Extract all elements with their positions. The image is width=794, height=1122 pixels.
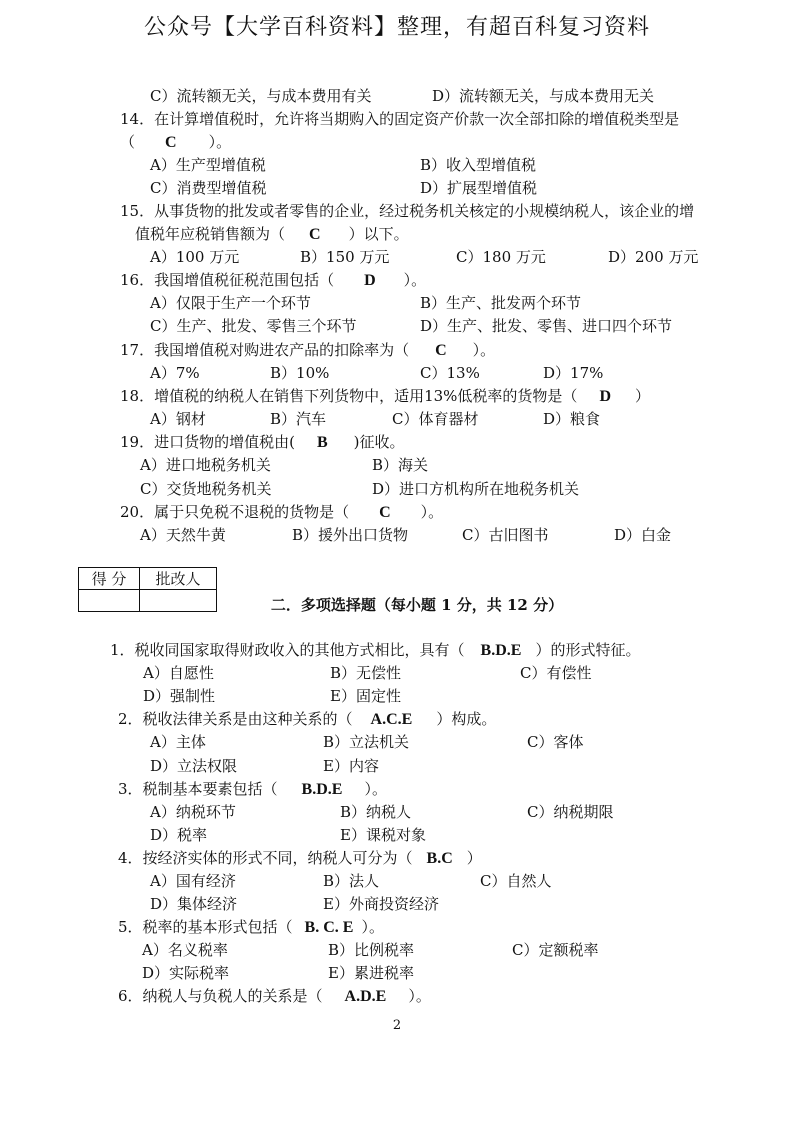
m4-stem-prefix: 4．按经济实体的形式不同，纳税人可分为（ — [118, 849, 413, 867]
m2-option-e: E）内容 — [323, 757, 379, 775]
m2-option-d: D）立法权限 — [150, 757, 238, 775]
m4-answer: B.C — [426, 850, 453, 867]
q14-stem-line2 — [120, 132, 231, 153]
m4-option-c: C）自然人 — [480, 872, 552, 890]
m1-answer: B.D.E — [480, 642, 522, 659]
q18-option-d: D）粮食 — [543, 410, 601, 428]
q17-option-a: A）7% — [150, 364, 200, 382]
q17-stem-suffix: ）。 — [472, 341, 496, 359]
m4-stem-suffix: ） — [466, 849, 482, 867]
m1-option-b: B）无偿性 — [330, 664, 402, 682]
q20-stem-prefix: 20．属于只免税不退税的货物是（ — [120, 503, 350, 521]
q16-stem-suffix: ）。 — [403, 271, 427, 289]
q15-option-c: C）180 万元 — [456, 248, 546, 266]
m6-stem — [118, 986, 431, 1007]
q19-stem — [120, 432, 404, 453]
m4-option-b: B）法人 — [323, 872, 380, 890]
m3-stem — [118, 779, 387, 800]
m5-stem-suffix: ）。 — [361, 918, 384, 936]
m1-option-a: A）自愿性 — [143, 664, 214, 682]
q18-answer: D — [599, 388, 611, 405]
q19-option-a: A）进口地税务机关 — [140, 456, 271, 474]
q17-option-c: C）13% — [420, 364, 480, 382]
m2-answer: A.C.E — [370, 711, 413, 728]
q20-stem-suffix: ）。 — [420, 503, 444, 521]
m3-answer: B.D.E — [301, 781, 343, 798]
q15-answer: C — [309, 226, 321, 243]
q17-stem — [120, 340, 495, 361]
m1-stem-suffix: ）的形式特征。 — [535, 641, 641, 659]
grader-label: 批改人 — [140, 568, 217, 590]
q16-option-c: C）生产、批发、零售三个环节 — [150, 317, 357, 335]
q16-stem — [120, 270, 426, 291]
m2-stem — [118, 709, 496, 730]
q15-option-b: B）150 万元 — [300, 248, 390, 266]
q18-option-b: B）汽车 — [270, 410, 327, 428]
q18-stem-prefix: 18．增值税的纳税人在销售下列货物中，适用13%低税率的货物是（ — [120, 387, 578, 405]
q16-answer: D — [364, 272, 376, 289]
q14-option-b: B）收入型增值税 — [420, 156, 537, 174]
m1-option-d: D）强制性 — [143, 687, 216, 705]
m5-option-a: A）名义税率 — [142, 941, 228, 959]
q16-stem-prefix: 16．我国增值税征税范围包括（ — [120, 271, 335, 289]
q15-stem-suffix: ）以下。 — [348, 225, 409, 243]
q20-option-c: C）古旧图书 — [462, 526, 549, 544]
m5-stem-prefix: 5．税率的基本形式包括（ — [118, 918, 293, 936]
q15-stem-line1: 15．从事货物的批发或者零售的企业，经过税务机关核定的小规模纳税人，该企业的增 — [120, 202, 695, 220]
q19-answer: B — [316, 434, 328, 451]
q16-option-d: D）生产、批发、零售、进口四个环节 — [420, 317, 673, 335]
q15-stem-prefix: 值税年应税销售额为（ — [135, 225, 286, 243]
m4-option-e: E）外商投资经济 — [323, 895, 439, 913]
q20-stem — [120, 502, 443, 523]
q18-option-c: C）体育器材 — [392, 410, 479, 428]
q14-close-paren: ）。 — [208, 133, 232, 151]
m3-option-e: E）课税对象 — [340, 826, 426, 844]
q17-stem-prefix: 17．我国增值税对购进农产品的扣除率为（ — [120, 341, 410, 359]
m6-answer: A.D.E — [344, 988, 387, 1005]
m3-stem-suffix: ）。 — [364, 780, 387, 798]
q19-stem-suffix: )征收。 — [353, 433, 405, 451]
q19-stem-prefix: 19．进口货物的增值税由( — [120, 433, 295, 451]
m2-option-b: B）立法机关 — [323, 733, 410, 751]
m3-option-a: A）纳税环节 — [150, 803, 236, 821]
m3-option-c: C）纳税期限 — [527, 803, 614, 821]
m4-stem — [118, 848, 482, 869]
m5-answer: B. C. E — [304, 919, 354, 936]
m1-stem-prefix: 1．税收同国家取得财政收入的其他方式相比，具有（ — [110, 641, 465, 659]
q15-option-d: D）200 万元 — [608, 248, 699, 266]
q14-open-paren: （ — [120, 133, 136, 151]
q15-stem-line2 — [135, 224, 409, 245]
q14-stem-line1: 14．在计算增值税时，允许将当期购入的固定资产价款一次全部扣除的增值税类型是 — [120, 110, 680, 128]
m6-stem-prefix: 6．纳税人与负税人的关系是（ — [118, 987, 323, 1005]
m4-option-d: D）集体经济 — [150, 895, 238, 913]
q18-stem — [120, 386, 650, 407]
q19-option-b: B）海关 — [372, 456, 429, 474]
m5-option-b: B）比例税率 — [328, 941, 415, 959]
q19-option-d: D）进口方机构所在地税务机关 — [372, 480, 580, 498]
q16-option-b: B）生产、批发两个环节 — [420, 294, 582, 312]
m2-option-a: A）主体 — [150, 733, 206, 751]
q20-option-a: A）天然牛黄 — [140, 526, 226, 544]
q13-option-d: D）流转额无关，与成本费用无关 — [432, 87, 655, 105]
q17-option-d: D）17% — [543, 364, 604, 382]
q20-option-d: D）白金 — [614, 526, 672, 544]
q14-answer: C — [165, 134, 177, 151]
m3-option-b: B）纳税人 — [340, 803, 412, 821]
score-label: 得 分 — [79, 568, 140, 590]
q16-option-a: A）仅限于生产一个环节 — [150, 294, 311, 312]
m5-option-d: D）实际税率 — [142, 964, 230, 982]
q18-stem-suffix: ） — [635, 387, 651, 405]
q13-option-c: C）流转额无关，与成本费用有关 — [150, 87, 372, 105]
q14-option-c: C）消费型增值税 — [150, 179, 267, 197]
q17-option-b: B）10% — [270, 364, 330, 382]
m5-option-e: E）累进税率 — [328, 964, 414, 982]
section2-title: 二．多项选择题（每小题 1 分，共 12 分） — [270, 596, 564, 614]
m1-stem — [110, 640, 640, 661]
page-number: 2 — [392, 1018, 402, 1033]
m2-stem-prefix: 2．税收法律关系是由这种关系的（ — [118, 710, 353, 728]
m4-option-a: A）国有经济 — [150, 872, 236, 890]
m3-stem-prefix: 3．税制基本要素包括（ — [118, 780, 278, 798]
m1-option-c: C）有偿性 — [520, 664, 592, 682]
q19-option-c: C）交货地税务机关 — [140, 480, 272, 498]
q20-option-b: B）援外出口货物 — [292, 526, 409, 544]
m6-stem-suffix: ）。 — [408, 987, 431, 1005]
m1-option-e: E）固定性 — [330, 687, 401, 705]
q14-option-d: D）扩展型增值税 — [420, 179, 538, 197]
m5-stem — [118, 917, 384, 938]
page-header-title: 公众号【大学百科资料】整理，有超百科复习资料 — [143, 15, 650, 40]
m5-option-c: C）定额税率 — [512, 941, 599, 959]
m2-stem-suffix: ）构成。 — [436, 710, 497, 728]
q20-answer: C — [379, 504, 391, 521]
q17-answer: C — [435, 342, 447, 359]
m2-option-c: C）客体 — [527, 733, 584, 751]
q18-option-a: A）钢材 — [150, 410, 206, 428]
q15-option-a: A）100 万元 — [150, 248, 240, 266]
q14-option-a: A）生产型增值税 — [150, 156, 266, 174]
m3-option-d: D）税率 — [150, 826, 208, 844]
